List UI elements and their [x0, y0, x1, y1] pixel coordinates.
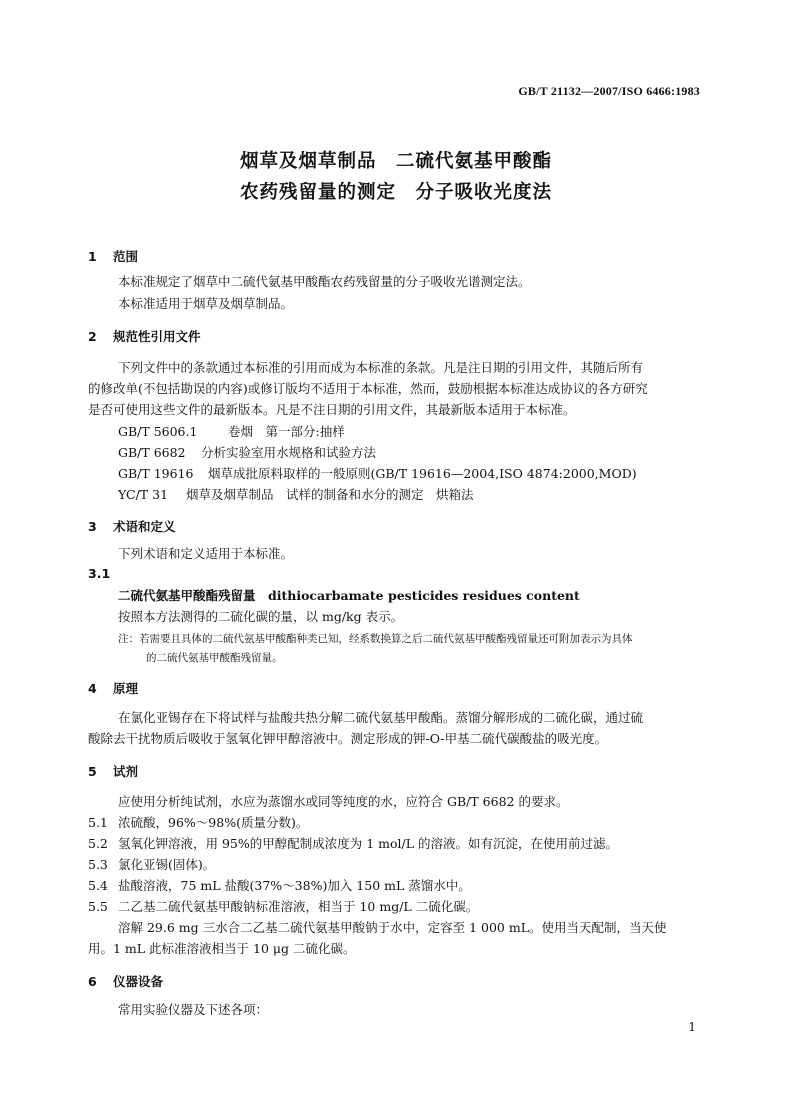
- reference-item: [118, 443, 376, 461]
- subsection-3-1-number: 3.1: [88, 566, 111, 581]
- reference-code: GB/T 19616: [118, 466, 194, 481]
- section-number: 1: [88, 249, 97, 264]
- item-5-5-paragraph-line-1: 溶解 29.6 mg 三水合二乙基二硫代氨基甲酸钠于水中，定容至 1 000 mL。使用当天配制，当天使: [118, 920, 667, 935]
- item-text: 盐酸溶液，75 mL 盐酸(37%～38%)加入 150 mL 蒸馏水中。: [118, 878, 471, 893]
- section-title: 范围: [113, 249, 139, 264]
- section-2-paragraph-line-3: 是否可使用这些文件的最新版本。凡是不注日期的引用文件，其最新版本适用于本标准。: [88, 402, 576, 417]
- section-5-heading: [88, 762, 138, 780]
- section-4-heading: [88, 679, 138, 697]
- reference-text: 分析实验室用水规格和试验方法: [201, 445, 377, 460]
- note-line-2: 的二硫代氨基甲酸酯残留量。: [146, 652, 283, 664]
- section-2-paragraph-line-2: 的修改单(不包括勘误的内容)或修订版均不适用于本标准，然而，鼓励根据本标准达成协议的各方研究: [88, 381, 648, 396]
- section-title: 仪器设备: [113, 974, 164, 989]
- section-title: 原理: [113, 681, 139, 696]
- list-item: [88, 898, 478, 915]
- item-number: 5.2: [88, 836, 108, 851]
- term-definition: 按照本方法测得的二硫化碳的量，以 mg/kg 表示。: [118, 609, 404, 624]
- item-number: 5.3: [88, 857, 108, 872]
- reference-code: GB/T 6682: [118, 445, 186, 460]
- document-title-line-1: 烟草及烟草制品 二硫代氨基甲酸酯: [239, 151, 552, 172]
- section-number: 5: [88, 764, 97, 779]
- item-number: 5.1: [88, 815, 108, 830]
- reference-item: [118, 485, 474, 503]
- section-6-paragraph: 常用实验仪器及下述各项：: [118, 1002, 269, 1017]
- item-text: 二乙基二硫代氨基甲酸钠标准溶液，相当于 10 mg/L 二硫化碳。: [118, 899, 479, 914]
- section-1-heading: [88, 247, 138, 265]
- section-1-paragraph-1: 本标准规定了烟草中二硫代氨基甲酸酯农药残留量的分子吸收光谱测定法。: [118, 274, 531, 289]
- section-title: 试剂: [113, 764, 139, 779]
- section-1-paragraph-2: 本标准适用于烟草及烟草制品。: [118, 296, 294, 311]
- section-4-paragraph-line-1: 在氯化亚锡存在下将试样与盐酸共热分解二硫代氨基甲酸酯。蒸馏分解形成的二硫化碳，通过硫: [118, 710, 644, 725]
- item-5-5-paragraph-line-2: 用。1 mL 此标准溶液相当于 10 μg 二硫化碳。: [88, 941, 356, 956]
- section-6-heading: [88, 972, 163, 990]
- reference-code: GB/T 5606.1: [118, 424, 198, 439]
- section-3-heading: [88, 517, 176, 535]
- item-text: 浓硫酸，96%～98%(质量分数)。: [118, 815, 309, 830]
- reference-code: YC/T 31: [118, 487, 169, 502]
- item-text: 氢氧化钾溶液，用 95%的甲醇配制成浓度为 1 mol/L 的溶液。如有沉淀，在使用前过滤。: [118, 836, 619, 851]
- standard-code: GB/T 21132—2007/ISO 6466:1983: [518, 84, 700, 98]
- document-title-line-2: 农药残留量的测定 分子吸收光度法: [239, 182, 552, 203]
- note-line-1: 注：若需要且具体的二硫代氨基甲酸酯种类已知，经系数换算之后二硫代氨基甲酸酯残留量还可附加表示为具体: [118, 633, 633, 645]
- section-number: 4: [88, 681, 97, 696]
- reference-item: [118, 464, 637, 482]
- list-item: [88, 856, 215, 873]
- item-number: 5.4: [88, 878, 108, 893]
- section-number: 6: [88, 974, 97, 989]
- section-3-paragraph: 下列术语和定义适用于本标准。: [118, 546, 294, 561]
- page-number: 1: [688, 1020, 696, 1034]
- list-item: [88, 814, 308, 831]
- section-4-paragraph-line-2: 酸除去干扰物质后吸收于氢氧化钾甲醇溶液中。测定形成的钾-O-甲基二硫代碳酸盐的吸光度。: [88, 731, 608, 746]
- section-5-paragraph: 应使用分析纯试剂，水应为蒸馏水或同等纯度的水，应符合 GB/T 6682 的要求。: [118, 794, 569, 809]
- section-title: 术语和定义: [113, 519, 176, 534]
- list-item: [88, 835, 618, 852]
- section-number: 2: [88, 329, 97, 344]
- section-2-heading: [88, 327, 201, 345]
- item-text: 氯化亚锡(固体)。: [118, 857, 216, 872]
- section-number: 3: [88, 519, 97, 534]
- section-2-paragraph-line-1: 下列文件中的条款通过本标准的引用而成为本标准的条款。凡是注日期的引用文件，其随后所有: [118, 360, 644, 375]
- term-entry: 二硫代氨基甲酸酯残留量 dithiocarbamate pesticides residues content: [118, 588, 580, 603]
- reference-text: 烟草成批原料取样的一般原则(GB/T 19616—2004,ISO 4874:2000,MOD): [208, 466, 637, 481]
- reference-text: 卷烟 第一部分:抽样: [228, 424, 345, 439]
- reference-text: 烟草及烟草制品 试样的制备和水分的测定 烘箱法: [186, 487, 474, 502]
- section-title: 规范性引用文件: [113, 329, 201, 344]
- list-item: [88, 877, 471, 894]
- reference-item: [118, 422, 345, 440]
- item-number: 5.5: [88, 899, 108, 914]
